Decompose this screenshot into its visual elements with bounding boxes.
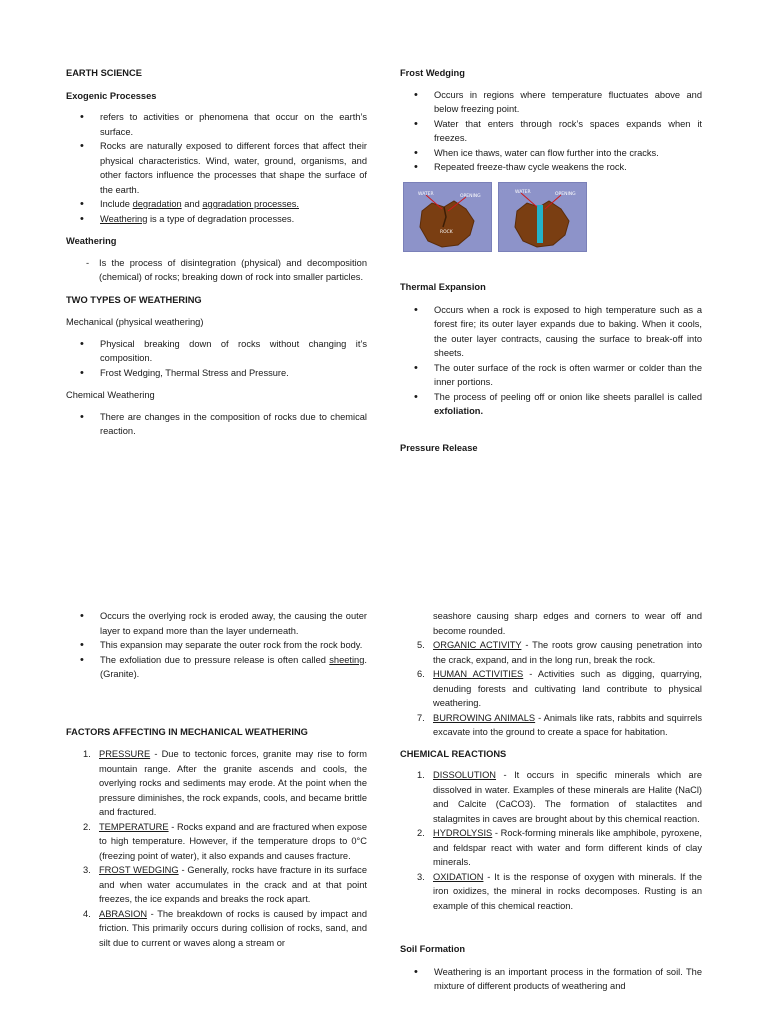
- list-item: [66, 212, 367, 227]
- list-item: • This expansion may separate the outer rock from the rock body.: [66, 638, 367, 653]
- item-number: 4.: [83, 908, 91, 919]
- list-item: [66, 820, 367, 864]
- two-types-heading: TWO TYPES OF WEATHERING: [66, 294, 202, 305]
- item-number: 3.: [417, 871, 425, 882]
- factor-term: ABRASION: [99, 908, 148, 919]
- factor-text: - Due to tectonic forces, granite may rise to form mountain range. After the granite ascends and cools, the overlying rocks and sediments may erode. At the point when the pressure diminishes, the rock expands, cools, and became brittle and fractured.: [99, 749, 367, 817]
- list-item: [400, 826, 702, 870]
- list-item: [400, 711, 702, 740]
- exfoliation-term: exfoliation.: [434, 406, 484, 416]
- item-number: 1.: [417, 770, 425, 780]
- chemical-heading: Chemical Weathering: [66, 390, 155, 400]
- degradation-link: degradation: [132, 199, 182, 209]
- list-item: [400, 667, 702, 711]
- list-item: [66, 747, 367, 820]
- soil-heading: Soil Formation: [400, 944, 466, 954]
- right-top-column: [400, 66, 702, 175]
- factors-cont-list: [400, 638, 702, 740]
- soil-list: [400, 965, 702, 994]
- sheeting-suffix: . (Granite).: [100, 654, 367, 679]
- factor-text: - Rocks expand and are fractured when expose to high temperature. However, if the temperature drops to 0°C (freezing point of water), it also expands and causes fracture.: [99, 821, 367, 861]
- frost-illustration-2: [498, 182, 587, 252]
- factor-text: - Animals like rats, rabbits and squirrels excavate into the ground to create a space for habitation.: [433, 712, 703, 737]
- pressure-heading: Pressure Release: [400, 442, 478, 453]
- reaction-term: DISSOLUTION: [433, 770, 497, 780]
- rock-ice-icon: [499, 183, 586, 251]
- weathering-rest: is a type of degradation processes.: [147, 213, 295, 224]
- list-item: [66, 653, 367, 682]
- reaction-text: - It is the response of oxygen with minerals. If the iron oxidizes, the mineral in rocks decomposes. Rusting is an example of this chemical reaction.: [433, 871, 702, 911]
- frost-heading: Frost Wedging: [400, 68, 465, 78]
- sheeting-prefix: The exfoliation due to pressure release is often called: [100, 654, 330, 665]
- illus2-water-label: WATER: [515, 190, 531, 195]
- reaction-term: HYDROLYSIS: [433, 828, 493, 838]
- aggradation-link: aggradation processes.: [202, 199, 300, 209]
- list-item: [400, 390, 702, 419]
- list-item: • Repeated freeze-thaw cycle weakens the rock.: [400, 160, 702, 175]
- illus1-water-label: WATER: [418, 192, 434, 197]
- factor-term: TEMPERATURE: [99, 821, 169, 832]
- frost-list: [400, 88, 702, 175]
- list-item: [400, 870, 702, 914]
- include-prefix: Include: [100, 199, 133, 209]
- factor-term: HUMAN ACTIVITIES: [433, 669, 524, 679]
- list-item: • There are changes in the composition of rocks due to chemical reaction.: [66, 410, 367, 439]
- left-top-column: [66, 66, 367, 439]
- item-number: 1.: [83, 749, 91, 759]
- exogenic-heading: Exogenic Processes: [66, 90, 157, 101]
- item-number: 3.: [83, 865, 91, 875]
- reaction-text: - It occurs in specific minerals which are dissolved in water. Examples of these minerals are Halite (NaCl) and Calcite (CaCO3). The formation of stalactites and stalagmites in caves are brought about by this chemical reaction.: [433, 770, 702, 824]
- list-item: • refers to activities or phenomena that occur on the earth’s surface.: [66, 110, 367, 139]
- factors-list: [66, 747, 367, 950]
- item-number: 5.: [417, 640, 425, 650]
- weathering-heading: Weathering: [66, 236, 117, 246]
- list-item: [400, 638, 702, 667]
- thermal-heading: Thermal Expansion: [400, 282, 486, 292]
- rock-crack-icon: [404, 183, 491, 251]
- factor-text: - Generally, rocks have fracture in its surface and when water accumulates in the crack and at that point freezes, the ice expands and breaks the rock apart.: [99, 865, 367, 904]
- exogenic-list: [66, 110, 367, 226]
- illus1-rock-label: ROCK: [440, 230, 453, 235]
- list-item: [66, 863, 367, 907]
- chem-reactions-heading: CHEMICAL REACTIONS: [400, 748, 507, 759]
- right-thermal-section: [400, 280, 702, 455]
- left-bottom-column: [66, 609, 367, 950]
- item-number: 7.: [417, 712, 425, 723]
- illus1-opening-label: OPENING: [460, 194, 481, 199]
- list-item: • Occurs when a rock is exposed to high temperature such as a forest fire; its outer layer expands due to baking. When it cools, the outer layer contracts, causing the surface to break-off into sheets.: [400, 303, 702, 361]
- item-number: 2.: [417, 828, 425, 838]
- factor-text: - The breakdown of rocks is caused by impact and friction. This primarily occurs during collision of rocks, sand, and silt due to current or waves along a stream or: [99, 908, 367, 948]
- list-item: • Occurs the overlying rock is eroded away, the causing the outer layer to expand more than the layer underneath.: [66, 609, 367, 638]
- frost-illustration-1: [403, 182, 492, 252]
- list-item: • Frost Wedging, Thermal Stress and Pressure.: [66, 366, 367, 381]
- list-item: • The outer surface of the rock is often warmer or colder than the inner portions.: [400, 361, 702, 390]
- chem-reactions-list: [400, 768, 702, 913]
- item-number: 6.: [417, 669, 425, 679]
- list-item: [400, 768, 702, 826]
- right-bottom-column: [400, 609, 702, 994]
- sheeting-term: sheeting: [329, 654, 365, 665]
- factors-heading: FACTORS AFFECTING IN MECHANICAL WEATHERING: [66, 726, 308, 737]
- reaction-text: - Rock-forming minerals like amphibole, pyroxene, and feldspar react with water and form different kinds of clay minerals.: [433, 828, 702, 867]
- illus2-opening-label: OPENING: [555, 192, 576, 197]
- mechanical-heading: Mechanical (physical weathering): [66, 317, 204, 327]
- exfoliation-prefix: The process of peeling off or onion like sheets parallel is called: [434, 391, 702, 402]
- thermal-list: [400, 303, 702, 419]
- factor-term: BURROWING ANIMALS: [433, 712, 536, 723]
- include-and: and: [181, 199, 203, 209]
- list-item: [66, 197, 367, 212]
- item-number: 2.: [83, 821, 91, 832]
- list-item: • Rocks are naturally exposed to different forces that affect their physical characteristics. Wind, water, ground, organisms, and other factors influence the processes that shape the surface of the earth.: [66, 139, 367, 197]
- factor-text: - The roots grow causing penetration into the crack, expand, and in the long run, break the rock.: [433, 640, 702, 665]
- mechanical-list: [66, 337, 367, 381]
- list-item: • Occurs in regions where temperature fluctuates above and below freezing point.: [400, 88, 702, 117]
- factor-term: ORGANIC ACTIVITY: [433, 640, 522, 650]
- list-item: [66, 907, 367, 951]
- weathering-def-list: [66, 256, 367, 285]
- chemical-list: [66, 410, 367, 439]
- factor-term: FROST WEDGING: [99, 865, 179, 875]
- list-item: - Is the process of disintegration (physical) and decomposition (chemical) of rocks; breaking down of rock into smaller particles.: [66, 256, 367, 285]
- weathering-term: Weathering: [100, 213, 148, 224]
- factor-term: PRESSURE: [99, 749, 151, 759]
- doc-title: EARTH SCIENCE: [66, 68, 142, 78]
- list-item: • Weathering is an important process in the formation of soil. The mixture of different products of weathering and: [400, 965, 702, 994]
- list-item: • Physical breaking down of rocks without changing it’s composition.: [66, 337, 367, 366]
- list-item: • Water that enters through rock’s spaces expands when it freezes.: [400, 117, 702, 146]
- pressure-list: [66, 609, 367, 682]
- reaction-term: OXIDATION: [433, 871, 484, 882]
- list-item: • When ice thaws, water can flow further into the cracks.: [400, 146, 702, 161]
- factor-text: - Activities such as digging, quarrying, denuding forests and cultivating land contribute to physical weathering.: [433, 669, 702, 708]
- abrasion-continuation: seashore causing sharp edges and corners to wear off and become rounded.: [433, 611, 702, 636]
